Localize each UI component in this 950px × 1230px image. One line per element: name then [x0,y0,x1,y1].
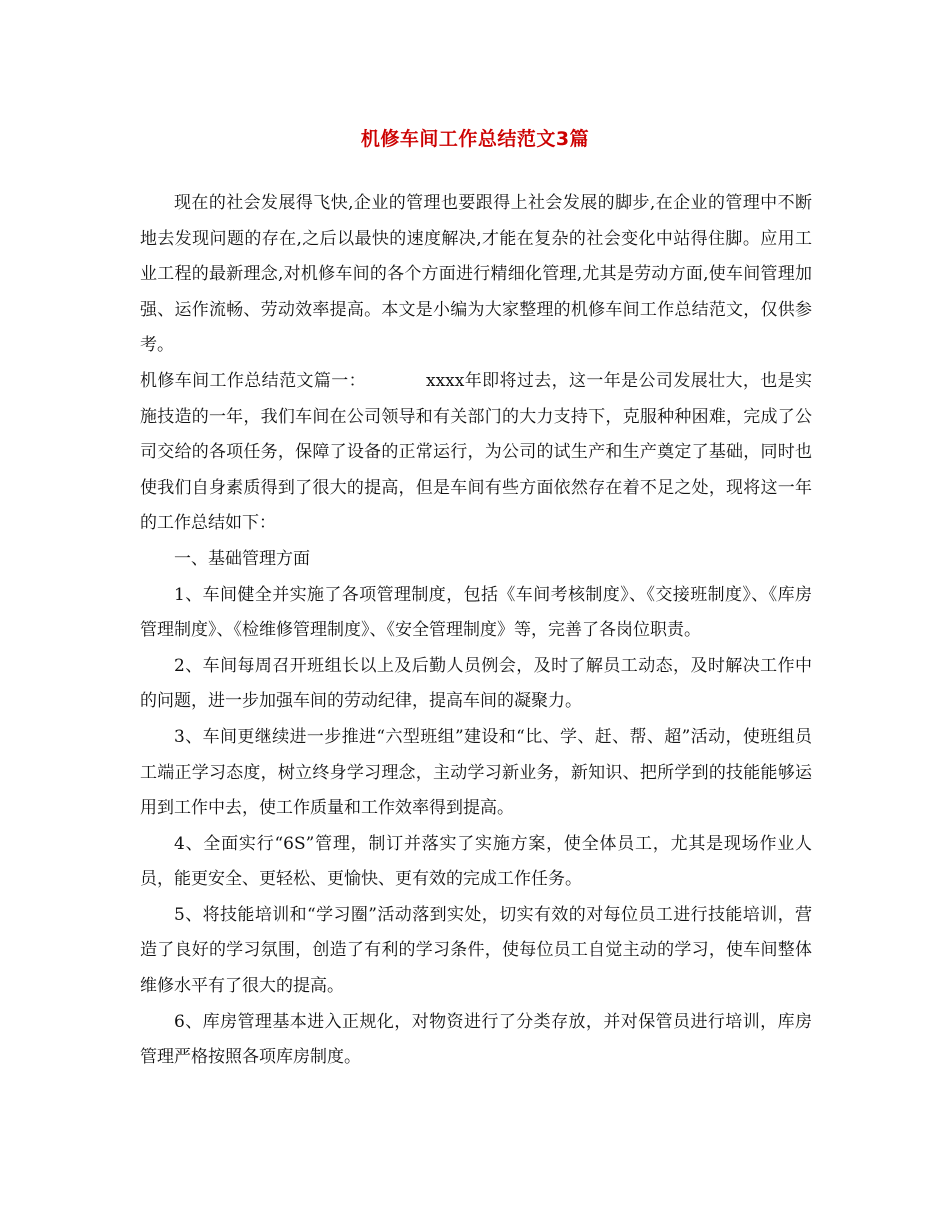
list-item: 6、库房管理基本进入正规化，对物资进行了分类存放，并对保管员进行培训，库房管理严格按照各项库房制度。 [140,1011,812,1068]
list-item: 4、全面实行“6S”管理，制订并落实了实施方案，使全体员工，尤其是现场作业人员，能更安全、更轻松、更愉快、更有效的完成工作任务。 [140,833,812,890]
article-paragraph [140,364,812,542]
article-intro: xxxx年即将过去，这一年是公司发展壮大，也是实施技造的一年，我们车间在公司领导和有关部门的大力支持下，克服种种困难，完成了公司交给的各项任务，保障了设备的正常运行，为公司的试生产和生产奠定了基础，同时也使我们自身素质得到了很大的提高，但是车间有些方面依然存在着不足之处，现将这一年的工作总结如下： [140,370,812,534]
document-title: 机修车间工作总结范文3篇 [360,128,590,150]
list-item: 1、车间健全并实施了各项管理制度，包括《车间考核制度》、《交接班制度》、《库房管理制度》、《检维修管理制度》、《安全管理制度》等，完善了各岗位职责。 [140,584,812,641]
list-item: 3、车间更继续进一步推进“六型班组”建设和“比、学、赶、帮、超”活动，使班组员工端正学习态度，树立终身学习理念，主动学习新业务，新知识、把所学到的技能能够运用到工作中去，使工作质量和工作效率得到提高。 [140,726,812,819]
list-item: 5、将技能培训和“学习圈”活动落到实处，切实有效的对每位员工进行技能培训，营造了良好的学习氛围，创造了有利的学习条件，使每位员工自觉主动的学习，使车间整体维修水平有了很大的提高。 [140,904,812,997]
intro-paragraph: 现在的社会发展得飞快,企业的管理也要跟得上社会发展的脚步,在企业的管理中不断地去发现问题的存在,之后以最快的速度解决,才能在复杂的社会变化中站得住脚。应用工业工程的最新理念,对机修车间的各个方面进行精细化管理,尤其是劳动方面,使车间管理加强、运作流畅、劳动效率提高。本文是小编为大家整理的机修车间工作总结范文，仅供参考。 [140,193,812,356]
section-heading: 一、基础管理方面 [174,548,310,569]
document-body [140,186,812,1076]
list-item: 2、车间每周召开班组长以上及后勤人员例会，及时了解员工动态，及时解决工作中的问题，进一步加强车间的劳动纪律，提高车间的凝聚力。 [140,655,812,712]
article-label: 机修车间工作总结范文篇一： [140,370,366,391]
